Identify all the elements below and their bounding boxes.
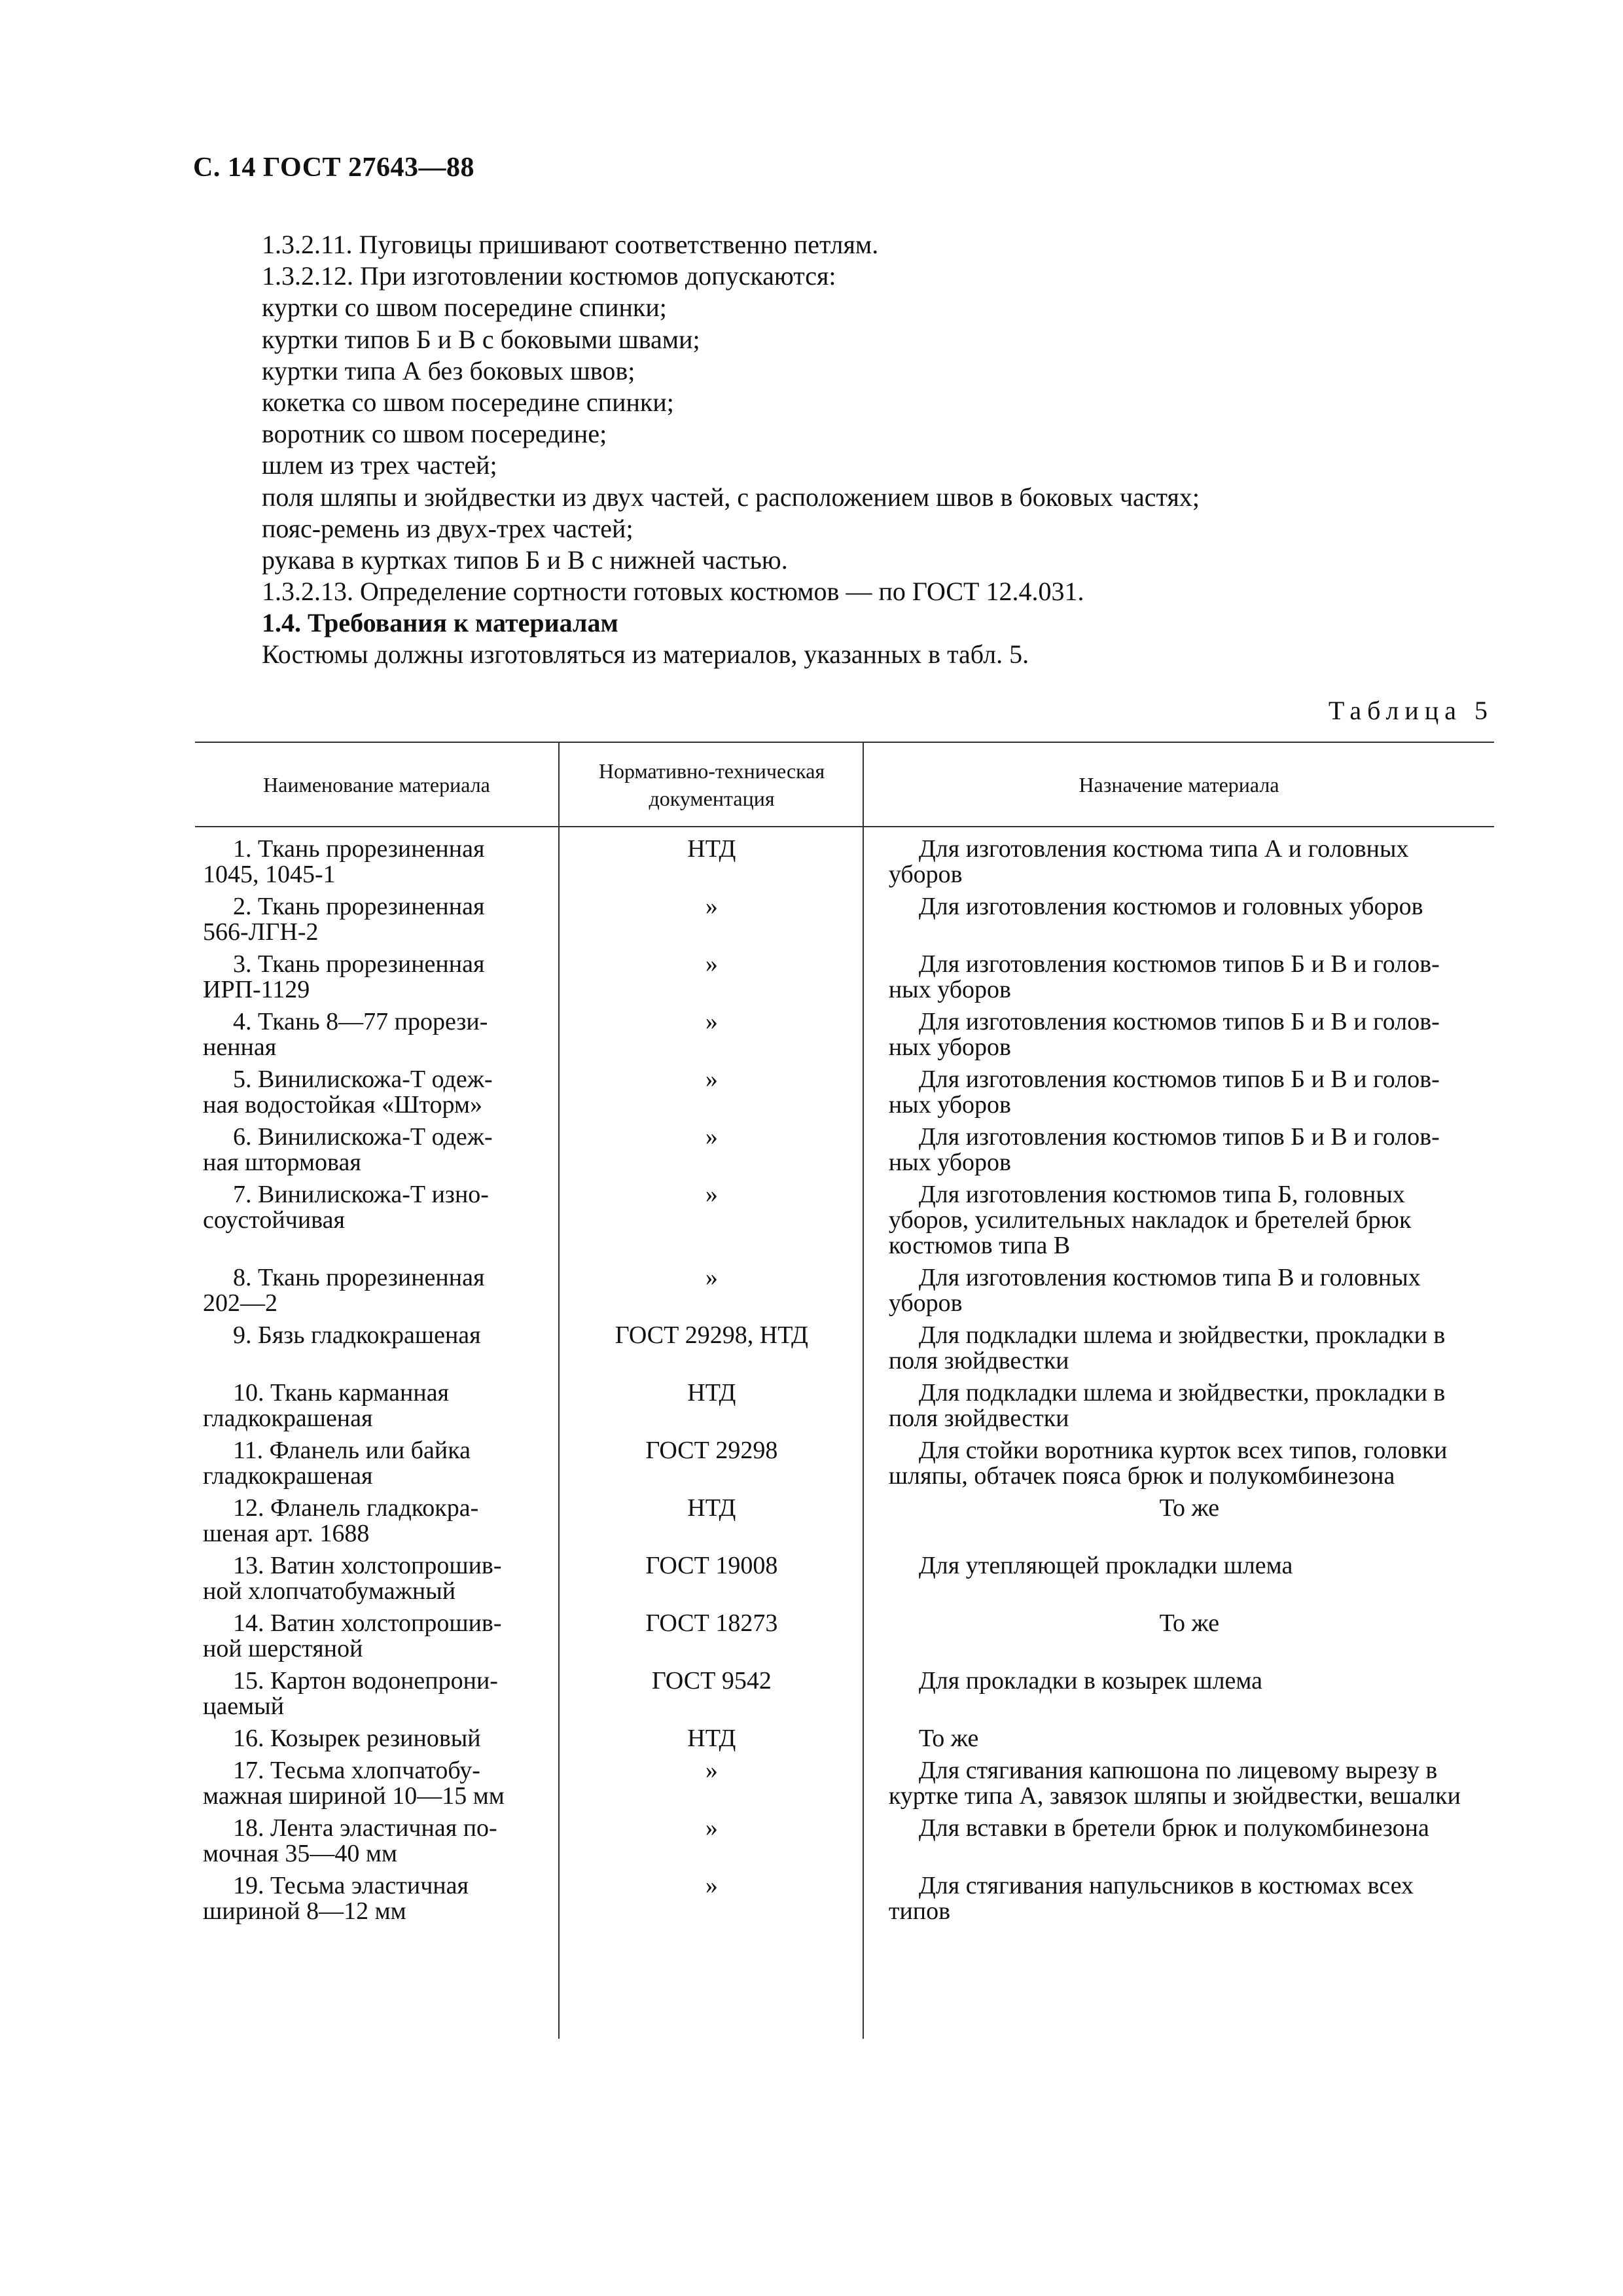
- material-name-cell: [203, 1438, 552, 1489]
- purpose-cell: [872, 1496, 1494, 1547]
- paragraph-line: куртки со швом посередине спинки;: [262, 293, 667, 323]
- purpose-cell: [872, 1668, 1494, 1719]
- doc-cell: ГОСТ 29298, НТД: [615, 1321, 808, 1349]
- purpose-line: уборов: [888, 1289, 963, 1317]
- material-name-line: 2. Ткань прорезиненная: [233, 893, 485, 920]
- doc-cell: »: [705, 1872, 718, 1899]
- purpose-cell: [872, 1553, 1494, 1604]
- table-row: [195, 1553, 1494, 1611]
- material-name-line: 12. Фланель гладкокра-: [233, 1494, 479, 1522]
- material-name-cell: [203, 1668, 552, 1719]
- doc-cell: НТД: [687, 1379, 736, 1407]
- table-row: [195, 1438, 1494, 1496]
- material-name-line: 15. Картон водонепрони-: [233, 1667, 498, 1695]
- paragraph-line: шлем из трех частей;: [262, 450, 497, 480]
- material-name-line: ной хлопчатобумажный: [203, 1577, 456, 1605]
- table-header-name: Наименование материала: [263, 772, 490, 797]
- doc-cell: ГОСТ 29298: [645, 1437, 778, 1464]
- material-name-cell: [203, 1380, 552, 1431]
- material-name-line: ИРП-1129: [203, 976, 310, 1003]
- material-name-line: 16. Козырек резиновый: [233, 1725, 481, 1752]
- purpose-line: костюмов типа В: [888, 1232, 1071, 1259]
- material-name-line: 19. Тесьма эластичная: [233, 1872, 469, 1899]
- table-row: [195, 1758, 1494, 1816]
- material-name-line: мажная шириной 10—15 мм: [203, 1782, 505, 1810]
- purpose-line: Для изготовления костюмов и головных уборов: [918, 893, 1423, 920]
- material-name-line: 1045, 1045-1: [203, 861, 336, 888]
- table-caption: Таблица 5: [1328, 696, 1493, 725]
- material-name-cell: [203, 894, 552, 945]
- table-row: [195, 1182, 1494, 1265]
- purpose-line: ных уборов: [888, 976, 1011, 1003]
- table-row: [195, 1009, 1494, 1067]
- material-name-line: 4. Ткань 8—77 прорези-: [233, 1008, 488, 1035]
- table-row: [195, 894, 1494, 952]
- material-name-line: ной шерстяной: [203, 1635, 363, 1662]
- purpose-line: Для изготовления костюмов типов Б и В и голов-: [918, 1066, 1440, 1093]
- purpose-line: Для подкладки шлема и зюйдвестки, прокладки в: [918, 1379, 1446, 1407]
- material-name-cell: [203, 1265, 552, 1316]
- purpose-cell: [872, 952, 1494, 1003]
- material-name-line: 13. Ватин холстопрошив-: [233, 1552, 502, 1579]
- material-name-line: шеная арт. 1688: [203, 1520, 370, 1547]
- material-name-line: соустойчивая: [203, 1206, 345, 1234]
- material-name-line: мочная 35—40 мм: [203, 1840, 397, 1867]
- table-row: [195, 1124, 1494, 1182]
- purpose-cell: [872, 1726, 1494, 1751]
- doc-cell: »: [705, 1008, 718, 1035]
- purpose-line: Для прокладки в козырек шлема: [918, 1667, 1263, 1695]
- material-name-line: 1. Ткань прорезиненная: [233, 835, 485, 863]
- table-row: [195, 1323, 1494, 1380]
- paragraph-line: куртки типа А без боковых швов;: [262, 355, 635, 386]
- purpose-cell: [872, 1009, 1494, 1060]
- paragraph-line: кокетка со швом посередине спинки;: [262, 387, 674, 417]
- doc-cell: »: [705, 1123, 718, 1151]
- purpose-cell: [872, 1265, 1494, 1316]
- paragraph-line: куртки типов Б и В с боковыми швами;: [262, 324, 700, 354]
- material-name-line: ная водостойкая «Шторм»: [203, 1091, 482, 1119]
- purpose-line: То же: [918, 1725, 979, 1752]
- material-name-cell: [203, 1009, 552, 1060]
- material-name-cell: [203, 1873, 552, 1924]
- material-name-line: гладкокрашеная: [203, 1462, 373, 1490]
- material-name-line: цаемый: [203, 1693, 284, 1720]
- purpose-line: Для изготовления костюмов типов Б и В и голов-: [918, 1008, 1440, 1035]
- table-row: [195, 1816, 1494, 1873]
- material-name-cell: [203, 1496, 552, 1547]
- purpose-line: уборов, усилительных накладок и бретелей брюк: [888, 1206, 1412, 1234]
- material-name-cell: [203, 1067, 552, 1118]
- paragraph-line: 1.3.2.13. Определение сортности готовых костюмов — по ГОСТ 12.4.031.: [262, 577, 1084, 607]
- section-heading: 1.4. Требования к материалам: [262, 608, 618, 638]
- doc-cell: ГОСТ 9542: [651, 1667, 772, 1695]
- purpose-cell: [872, 1816, 1494, 1867]
- material-name-line: 6. Винилискожа-Т одеж-: [233, 1123, 493, 1151]
- paragraph-line: поля шляпы и зюйдвестки из двух частей, с расположением швов в боковых частях;: [262, 482, 1200, 512]
- section-text: Костюмы должны изготовляться из материалов, указанных в табл. 5.: [262, 639, 1029, 670]
- material-name-line: 3. Ткань прорезиненная: [233, 950, 485, 978]
- table-row: [195, 1496, 1494, 1553]
- material-name-line: 11. Фланель или байка: [233, 1437, 471, 1464]
- purpose-line: Для изготовления костюма типа А и головных: [918, 835, 1409, 863]
- table-body: [195, 836, 1494, 1931]
- material-name-line: 7. Винилискожа-Т изно-: [233, 1181, 489, 1208]
- purpose-cell: [872, 1323, 1494, 1374]
- purpose-line: Для стягивания капюшона по лицевому вырезу в: [918, 1757, 1438, 1784]
- purpose-cell: [872, 836, 1494, 888]
- material-name-cell: [203, 836, 552, 888]
- doc-cell: »: [705, 1814, 718, 1842]
- purpose-line: Для изготовления костюмов типов Б и В и голов-: [918, 950, 1440, 978]
- purpose-line: То же: [1159, 1494, 1220, 1522]
- page-header: С. 14 ГОСТ 27643—88: [193, 152, 475, 183]
- material-name-cell: [203, 1816, 552, 1867]
- doc-cell: НТД: [687, 1494, 736, 1522]
- material-name-cell: [203, 1124, 552, 1175]
- purpose-line: Для вставки в бретели брюк и полукомбинезона: [918, 1814, 1429, 1842]
- purpose-line: Для изготовления костюмов типов Б и В и голов-: [918, 1123, 1440, 1151]
- paragraph-line: 1.3.2.12. При изготовлении костюмов допускаются:: [262, 261, 836, 291]
- material-name-line: ная штормовая: [203, 1149, 361, 1176]
- purpose-cell: [872, 1380, 1494, 1431]
- material-name-line: 8. Ткань прорезиненная: [233, 1264, 485, 1291]
- table-header-doc: Нормативно-техническая документация: [598, 759, 825, 810]
- table-row: [195, 1265, 1494, 1323]
- purpose-cell: [872, 894, 1494, 945]
- material-name-cell: [203, 1182, 552, 1259]
- purpose-line: Для утепляющей прокладки шлема: [918, 1552, 1293, 1579]
- material-name-line: 202—2: [203, 1289, 277, 1317]
- purpose-line: поля зюйдвестки: [888, 1347, 1069, 1374]
- material-name-line: шириной 8—12 мм: [203, 1897, 406, 1925]
- doc-cell: »: [705, 1066, 718, 1093]
- material-name-line: ненная: [203, 1033, 277, 1061]
- purpose-line: куртке типа А, завязок шляпы и зюйдвестки, вешалки: [888, 1782, 1461, 1810]
- purpose-line: ных уборов: [888, 1091, 1011, 1119]
- doc-cell: »: [705, 1757, 718, 1784]
- purpose-line: уборов: [888, 861, 963, 888]
- body-text: [262, 229, 1505, 671]
- material-name-line: 10. Ткань карманная: [233, 1379, 450, 1407]
- purpose-line: Для изготовления костюмов типа В и головных: [918, 1264, 1421, 1291]
- doc-cell: НТД: [687, 835, 736, 863]
- purpose-cell: [872, 1182, 1494, 1259]
- doc-cell: »: [705, 1264, 718, 1291]
- purpose-line: То же: [1159, 1609, 1220, 1637]
- purpose-line: Для стойки воротника курток всех типов, головки: [918, 1437, 1448, 1464]
- purpose-line: шляпы, обтачек пояса брюк и полукомбинезона: [888, 1462, 1395, 1490]
- purpose-line: Для изготовления костюмов типа Б, головных: [918, 1181, 1405, 1208]
- doc-cell: »: [705, 1181, 718, 1208]
- material-name-cell: [203, 952, 552, 1003]
- material-name-line: 17. Тесьма хлопчатобу-: [233, 1757, 480, 1784]
- doc-cell: »: [705, 950, 718, 978]
- purpose-cell: [872, 1438, 1494, 1489]
- paragraph-line: воротник со швом посередине;: [262, 419, 607, 449]
- paragraph-line: рукава в куртках типов Б и В с нижней частью.: [262, 545, 788, 575]
- purpose-line: Для стягивания напульсников в костюмах всех: [918, 1872, 1414, 1899]
- material-name-line: 14. Ватин холстопрошив-: [233, 1609, 502, 1637]
- doc-cell: ГОСТ 19008: [645, 1552, 778, 1579]
- paragraph-line: пояс-ремень из двух-трех частей;: [262, 513, 633, 543]
- purpose-cell: [872, 1124, 1494, 1175]
- purpose-line: Для подкладки шлема и зюйдвестки, прокладки в: [918, 1321, 1446, 1349]
- purpose-cell: [872, 1873, 1494, 1924]
- material-name-cell: [203, 1758, 552, 1809]
- purpose-line: ных уборов: [888, 1149, 1011, 1176]
- doc-cell: НТД: [687, 1725, 736, 1752]
- table-header-rule: [195, 826, 1494, 827]
- purpose-line: ных уборов: [888, 1033, 1011, 1061]
- material-name-line: 9. Бязь гладкокрашеная: [233, 1321, 481, 1349]
- table-row: [195, 1380, 1494, 1438]
- table-row: [195, 1611, 1494, 1668]
- purpose-cell: [872, 1758, 1494, 1809]
- material-name-cell: [203, 1611, 552, 1662]
- purpose-cell: [872, 1067, 1494, 1118]
- paragraph-line: 1.3.2.11. Пуговицы пришивают соответственно петлям.: [262, 230, 879, 259]
- table-row: [195, 952, 1494, 1009]
- material-name-line: 5. Винилискожа-Т одеж-: [233, 1066, 493, 1093]
- purpose-line: поля зюйдвестки: [888, 1405, 1069, 1432]
- table-row: [195, 1873, 1494, 1931]
- material-name-line: 566-ЛГН-2: [203, 918, 319, 946]
- doc-cell: »: [705, 893, 718, 920]
- table-header-purpose: Назначение материала: [1079, 772, 1279, 797]
- material-name-line: 18. Лента эластичная по-: [233, 1814, 497, 1842]
- material-name-cell: [203, 1726, 552, 1751]
- purpose-line: типов: [888, 1897, 951, 1925]
- purpose-cell: [872, 1611, 1494, 1662]
- doc-cell: ГОСТ 18273: [645, 1609, 778, 1637]
- table-row: [195, 1668, 1494, 1726]
- material-name-cell: [203, 1323, 552, 1374]
- table-row: [195, 1726, 1494, 1758]
- material-name-line: гладкокрашеная: [203, 1405, 373, 1432]
- table-row: [195, 1067, 1494, 1124]
- table-row: [195, 836, 1494, 894]
- material-name-cell: [203, 1553, 552, 1604]
